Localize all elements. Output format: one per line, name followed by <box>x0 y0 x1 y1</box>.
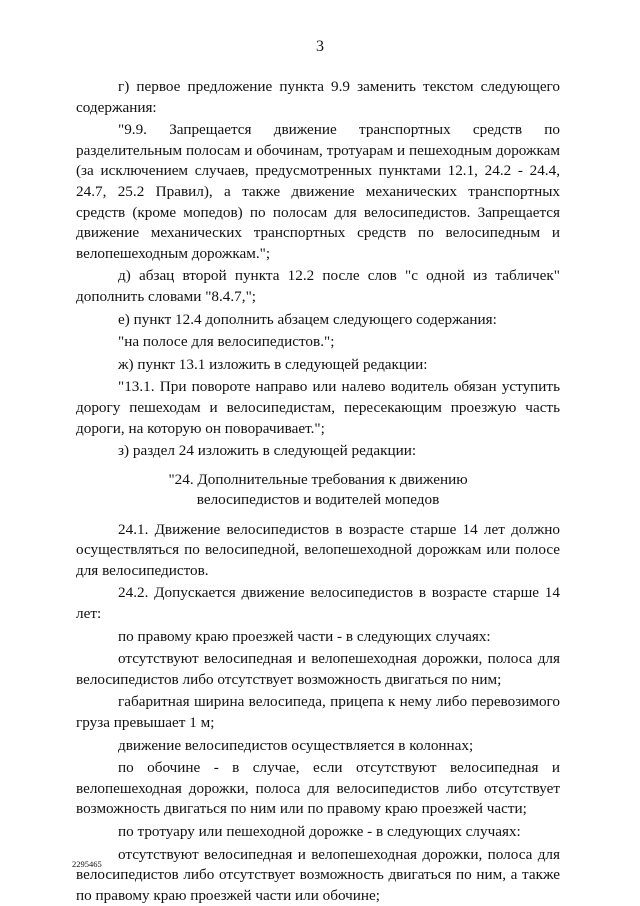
paragraph: "13.1. При повороте направо или налево водитель обязан уступить дорогу пешеходам и велосипедистам, пересекающим проезжую часть дороги, на которую он поворачивает."; <box>76 378 560 437</box>
paragraph: габаритная ширина велосипеда, прицепа к нему либо перевозимого груза превышает 1 м; <box>76 693 560 732</box>
paragraph: "9.9. Запрещается движение транспортных средств по разделительным полосам и обочинам, тротуарам и пешеходным дорожкам (за исключением случаев, предусмотренных пунктами 12.1, 24.2 - 24.4, 24.7, 25.2 Правил), а также движение механических транспортных средств (кроме мопедов) по полосам для велосипедистов. Запрещается движение механических транспортных средств по велосипедным и велопешеходным дорожкам."; <box>76 121 560 262</box>
paragraph: по тротуару или пешеходной дорожке - в следующих случаях: <box>118 823 521 840</box>
paragraph: "на полосе для велосипедистов."; <box>118 333 335 351</box>
paragraph: движение велосипедистов осуществляется в колоннах; <box>118 736 474 754</box>
paragraph: е) пункт 12.4 дополнить абзацем следующего содержания: <box>118 310 497 328</box>
page-number: 3 <box>316 38 324 55</box>
section-heading-line: "24. Дополнительные требования к движению <box>168 470 468 488</box>
document-body <box>76 77 560 906</box>
section-heading-line: велосипедистов и водителей мопедов <box>196 490 440 508</box>
paragraph: з) раздел 24 изложить в следующей редакции: <box>118 442 417 460</box>
paragraph: по правому краю проезжей части - в следующих случаях: <box>118 627 491 645</box>
paragraph: 24.1. Движение велосипедистов в возрасте старше 14 лет должно осуществляться по велосипедной, велопешеходной дорожкам или полосе для велосипедистов. <box>76 520 560 579</box>
paragraph: д) абзац второй пункта 12.2 после слов "с одной из табличек" дополнить словами "8.4.7,"; <box>76 267 560 305</box>
paragraph: ж) пункт 13.1 изложить в следующей редакции: <box>118 355 428 373</box>
document-id: 2295465 <box>72 859 102 869</box>
paragraph: г) первое предложение пункта 9.9 заменить текстом следующего содержания: <box>76 78 560 116</box>
paragraph: отсутствуют велосипедная и велопешеходная дорожки, полоса для велосипедистов либо отсутствует возможность двигаться по ним, а также по правому краю проезжей части или обочине; <box>76 845 560 904</box>
paragraph: отсутствуют велосипедная и велопешеходная дорожки, полоса для велосипедистов либо отсутствует возможность двигаться по ним; <box>76 650 560 688</box>
paragraph: по обочине - в случае, если отсутствуют велосипедная и велопешеходная дорожки, полоса для велосипедистов либо отсутствует возможность двигаться по ним или по правому краю проезжей части; <box>76 759 560 818</box>
section-heading <box>76 470 560 510</box>
paragraph: 24.2. Допускается движение велосипедистов в возрасте старше 14 лет: <box>76 584 560 623</box>
